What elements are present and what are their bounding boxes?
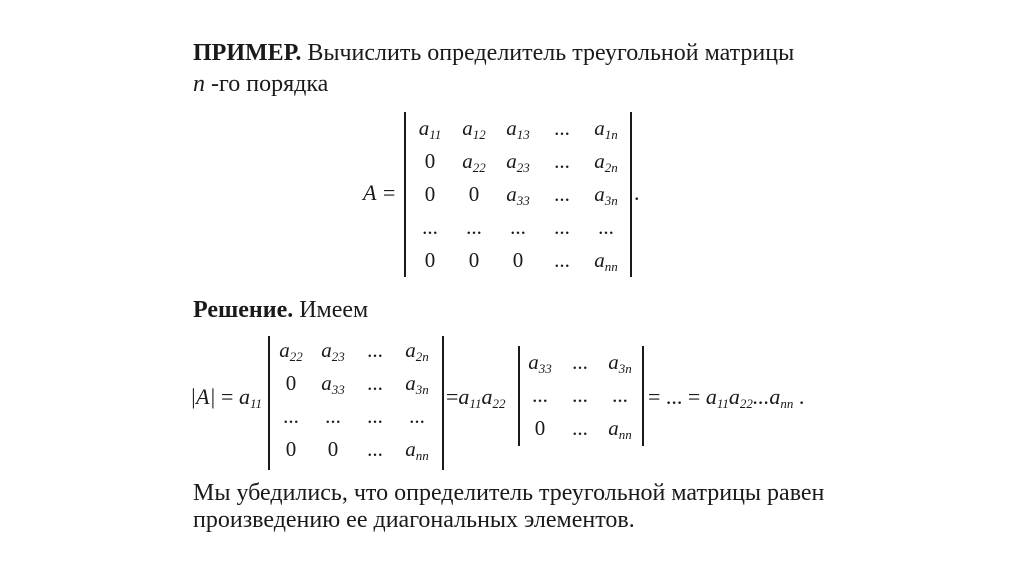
matrix-a-cell-1-3 xyxy=(496,116,540,143)
det1-cell-3-3 xyxy=(354,404,396,429)
matrix-a-cell-3-4 xyxy=(540,182,584,207)
matrix-a-cell-4-2 xyxy=(452,215,496,240)
tail-term-4: $a_{nn}$ xyxy=(769,384,794,411)
matrix-a-cell-4-1 xyxy=(408,215,452,240)
minor-determinant-2 xyxy=(518,346,646,446)
det1-entry: 0 xyxy=(285,371,297,395)
matrix-a-cell-1-2 xyxy=(452,116,496,143)
conclusion-line-2: произведению ее диагональных элементов. xyxy=(193,507,635,533)
matrix-a-entry: $a_{1n}$ xyxy=(594,116,618,142)
det2-cell-1-1 xyxy=(520,350,560,377)
example-label: ПРИМЕР. xyxy=(193,40,302,66)
det2-right-bar xyxy=(642,346,644,446)
matrix-a xyxy=(404,112,634,277)
solution-label: Решение. xyxy=(193,297,294,323)
matrix-a-entry: ... xyxy=(554,182,570,206)
det1-entry: ... xyxy=(283,404,299,428)
det2-entry: $a_{3n}$ xyxy=(608,350,632,376)
matrix-a-cell-2-4 xyxy=(540,149,584,174)
matrix-a-cell-5-5 xyxy=(584,248,628,275)
matrix-a-cell-3-5 xyxy=(584,182,628,209)
matrix-a-cell-1-1 xyxy=(408,116,452,143)
matrix-a-cell-2-2 xyxy=(452,149,496,176)
matrix-a-entry: 0 xyxy=(468,182,480,206)
det1-cell-2-4 xyxy=(396,371,438,398)
matrix-a-entry: $a_{11}$ xyxy=(418,116,442,142)
conclusion-line-1: Мы убедились, что определитель треугольной матрицы равен xyxy=(193,480,825,506)
det1-cell-4-1 xyxy=(270,437,312,462)
coef1-base: a xyxy=(238,384,250,409)
matrix-a-cell-1-5 xyxy=(584,116,628,143)
matrix-a-entry: ... xyxy=(554,116,570,140)
det1-cell-1-4 xyxy=(396,338,438,365)
det1-cell-3-1 xyxy=(270,404,312,429)
det1-entry: $a_{nn}$ xyxy=(405,437,429,463)
det2-cell-2-3 xyxy=(600,383,640,408)
det1-entry: ... xyxy=(409,404,425,428)
example-text: Вычислить определитель треугольной матрицы xyxy=(301,40,795,66)
det2-entry: ... xyxy=(572,416,588,440)
tail-terms xyxy=(706,384,794,409)
matrix-a-cell-5-4 xyxy=(540,248,584,273)
coef2-term-2: $a_{22}$ xyxy=(481,384,506,411)
minor-determinant-1 xyxy=(268,336,446,470)
det2-entry: $a_{33}$ xyxy=(528,350,552,376)
matrix-a-lhs: A = xyxy=(363,180,397,205)
det1-right-bar xyxy=(442,336,444,470)
det1-entry: $a_{3n}$ xyxy=(405,371,429,397)
order-text: -го порядка xyxy=(205,71,329,97)
result-tail xyxy=(648,384,804,412)
det1-cell-4-4 xyxy=(396,437,438,464)
matrix-a-cell-3-1 xyxy=(408,182,452,207)
det1-cell-3-4 xyxy=(396,404,438,429)
det2-cell-2-2 xyxy=(560,383,600,408)
det-a-lhs xyxy=(190,384,262,412)
det1-cell-3-2 xyxy=(312,404,354,429)
det1-entry: 0 xyxy=(327,437,339,461)
matrix-a-entry: $a_{nn}$ xyxy=(594,248,618,274)
solution-line xyxy=(193,296,368,324)
matrix-a-entry: $a_{33}$ xyxy=(506,182,530,208)
det1-entry: ... xyxy=(367,437,383,461)
det1-cell-1-3 xyxy=(354,338,396,363)
matrix-a-entry: 0 xyxy=(512,248,524,272)
coef1-sub: 11 xyxy=(249,396,263,411)
matrix-a-entry: $a_{3n}$ xyxy=(594,182,618,208)
matrix-a-left-bar xyxy=(404,112,406,277)
order-variable: n xyxy=(193,71,205,97)
det2-entry: ... xyxy=(612,383,628,407)
det1-entry: $a_{22}$ xyxy=(279,338,303,364)
det1-entry: $a_{33}$ xyxy=(321,371,345,397)
tail-term-2: $a_{22}$ xyxy=(728,384,753,411)
equals-1: = xyxy=(221,384,234,409)
solution-text: Имеем xyxy=(293,297,369,323)
matrix-a-entry: 0 xyxy=(468,248,480,272)
matrix-a-cell-5-3 xyxy=(496,248,540,273)
det2-cell-3-1 xyxy=(520,416,560,441)
det2-cell-1-2 xyxy=(560,350,600,375)
matrix-a-cell-5-2 xyxy=(452,248,496,273)
matrix-a-entry: 0 xyxy=(424,248,436,272)
det1-cell-1-1 xyxy=(270,338,312,365)
matrix-a-entry: ... xyxy=(422,215,438,239)
matrix-a-entry: $a_{22}$ xyxy=(462,149,486,175)
det2-entry: $a_{nn}$ xyxy=(608,416,632,442)
matrix-a-cell-5-1 xyxy=(408,248,452,273)
det1-entry: $a_{23}$ xyxy=(321,338,345,364)
matrix-a-right-bar xyxy=(630,112,632,277)
matrix-a-entry: ... xyxy=(598,215,614,239)
matrix-a-entry: ... xyxy=(554,215,570,239)
matrix-a-cell-2-5 xyxy=(584,149,628,176)
matrix-a-entry: ... xyxy=(554,248,570,272)
matrix-a-period: . xyxy=(634,180,640,205)
example-line-2 xyxy=(193,70,328,98)
det2-entry: ... xyxy=(532,383,548,407)
tail-prefix: = ... = xyxy=(648,384,706,409)
det2-cell-2-1 xyxy=(520,383,560,408)
tail-end: . xyxy=(793,384,805,409)
det2-cell-1-3 xyxy=(600,350,640,377)
det1-entry: 0 xyxy=(285,437,297,461)
matrix-a-entry: 0 xyxy=(424,182,436,206)
det1-cell-4-2 xyxy=(312,437,354,462)
matrix-a-cell-4-3 xyxy=(496,215,540,240)
det1-cell-2-2 xyxy=(312,371,354,398)
matrix-a-entry: ... xyxy=(466,215,482,239)
det1-entry: ... xyxy=(325,404,341,428)
det-a: |A| xyxy=(190,384,216,409)
matrix-a-entry: 0 xyxy=(424,149,436,173)
coef2-term-1: $a_{11}$ xyxy=(458,384,482,411)
det2-entry: 0 xyxy=(534,416,546,440)
det1-entry: ... xyxy=(367,338,383,362)
det1-cell-1-2 xyxy=(312,338,354,365)
det2-entry: ... xyxy=(572,350,588,374)
det1-cell-2-3 xyxy=(354,371,396,396)
matrix-a-entry: $a_{12}$ xyxy=(462,116,486,142)
coef2-terms xyxy=(458,384,505,409)
matrix-a-cell-4-4 xyxy=(540,215,584,240)
det2-cell-3-3 xyxy=(600,416,640,443)
equals-2: = xyxy=(446,384,459,409)
matrix-a-entry: $a_{23}$ xyxy=(506,149,530,175)
tail-term-3: ... xyxy=(752,384,770,409)
det2-cell-3-2 xyxy=(560,416,600,441)
matrix-a-cell-2-3 xyxy=(496,149,540,176)
matrix-a-entry: ... xyxy=(510,215,526,239)
det1-cell-4-3 xyxy=(354,437,396,462)
det1-entry: ... xyxy=(367,371,383,395)
example-line-1 xyxy=(193,39,794,67)
det2-entry: ... xyxy=(572,383,588,407)
matrix-a-entry: ... xyxy=(554,149,570,173)
tail-term-1: $a_{11}$ xyxy=(705,384,729,411)
coef2-group xyxy=(446,384,505,412)
matrix-a-cell-3-3 xyxy=(496,182,540,209)
det1-entry: ... xyxy=(367,404,383,428)
matrix-a-cell-1-4 xyxy=(540,116,584,141)
matrix-a-cell-4-5 xyxy=(584,215,628,240)
matrix-a-entry: $a_{2n}$ xyxy=(594,149,618,175)
det1-entry: $a_{2n}$ xyxy=(405,338,429,364)
matrix-a-cell-2-1 xyxy=(408,149,452,174)
matrix-a-entry: $a_{13}$ xyxy=(506,116,530,142)
matrix-a-cell-3-2 xyxy=(452,182,496,207)
det1-cell-2-1 xyxy=(270,371,312,396)
